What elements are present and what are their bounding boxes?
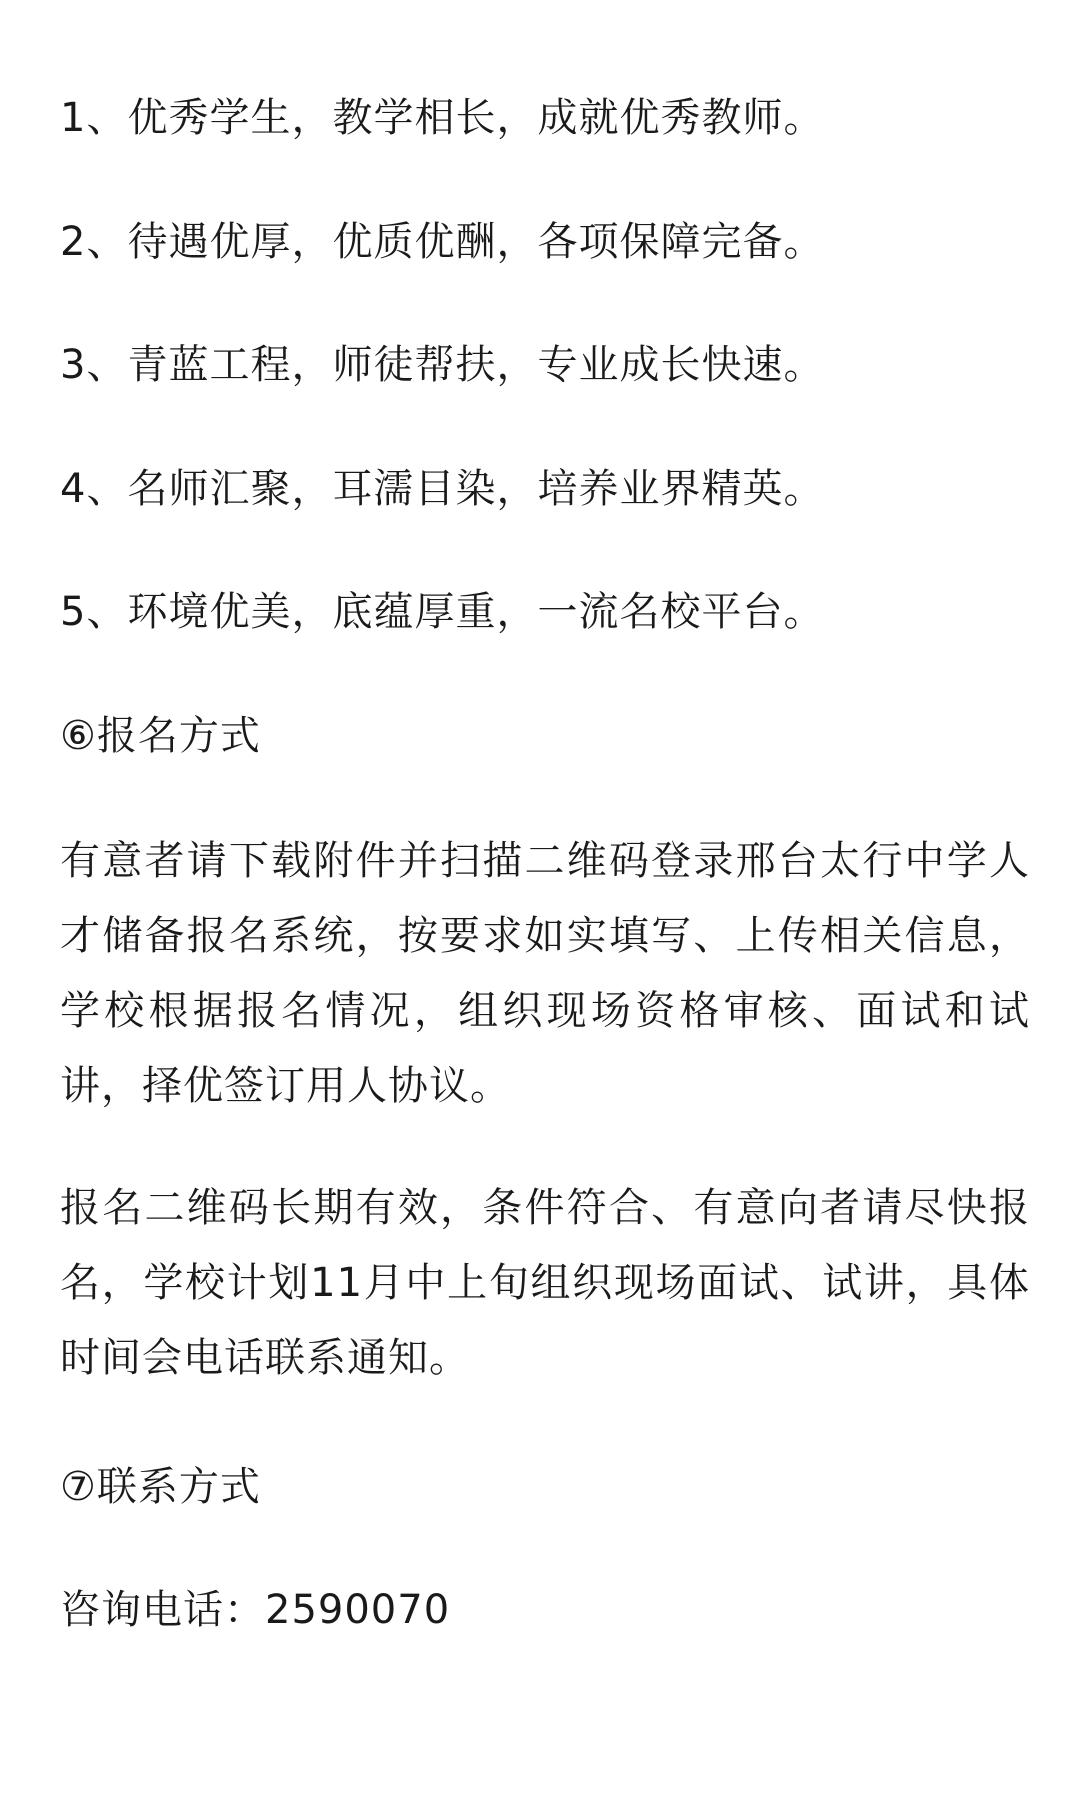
list-item: 5、环境优美，底蕴厚重，一流名校平台。 [60, 589, 825, 635]
section-heading-registration: ⑥报名方式 [60, 713, 261, 759]
list-item: 3、青蓝工程，师徒帮扶，专业成长快速。 [60, 342, 825, 388]
registration-paragraph: 有意者请下载附件并扫描二维码登录邢台太行中学人才储备报名系统，按要求如实填写、上传相关信息，学校根据报名情况，组织现场资格审核、面试和试讲，择优签订用人协议。 [60, 838, 1030, 1109]
list-item: 4、名师汇聚，耳濡目染，培养业界精英。 [60, 466, 825, 512]
list-item: 2、待遇优厚，优质优酬，各项保障完备。 [60, 219, 825, 265]
contact-phone: 咨询电话：2590070 [60, 1587, 451, 1633]
list-item: 1、优秀学生，教学相长，成就优秀教师。 [60, 95, 825, 141]
section-heading-contact: ⑦联系方式 [60, 1464, 261, 1510]
registration-note-paragraph: 报名二维码长期有效，条件符合、有意向者请尽快报名，学校计划11月中上旬组织现场面试、试讲，具体时间会电话联系通知。 [60, 1185, 1030, 1381]
